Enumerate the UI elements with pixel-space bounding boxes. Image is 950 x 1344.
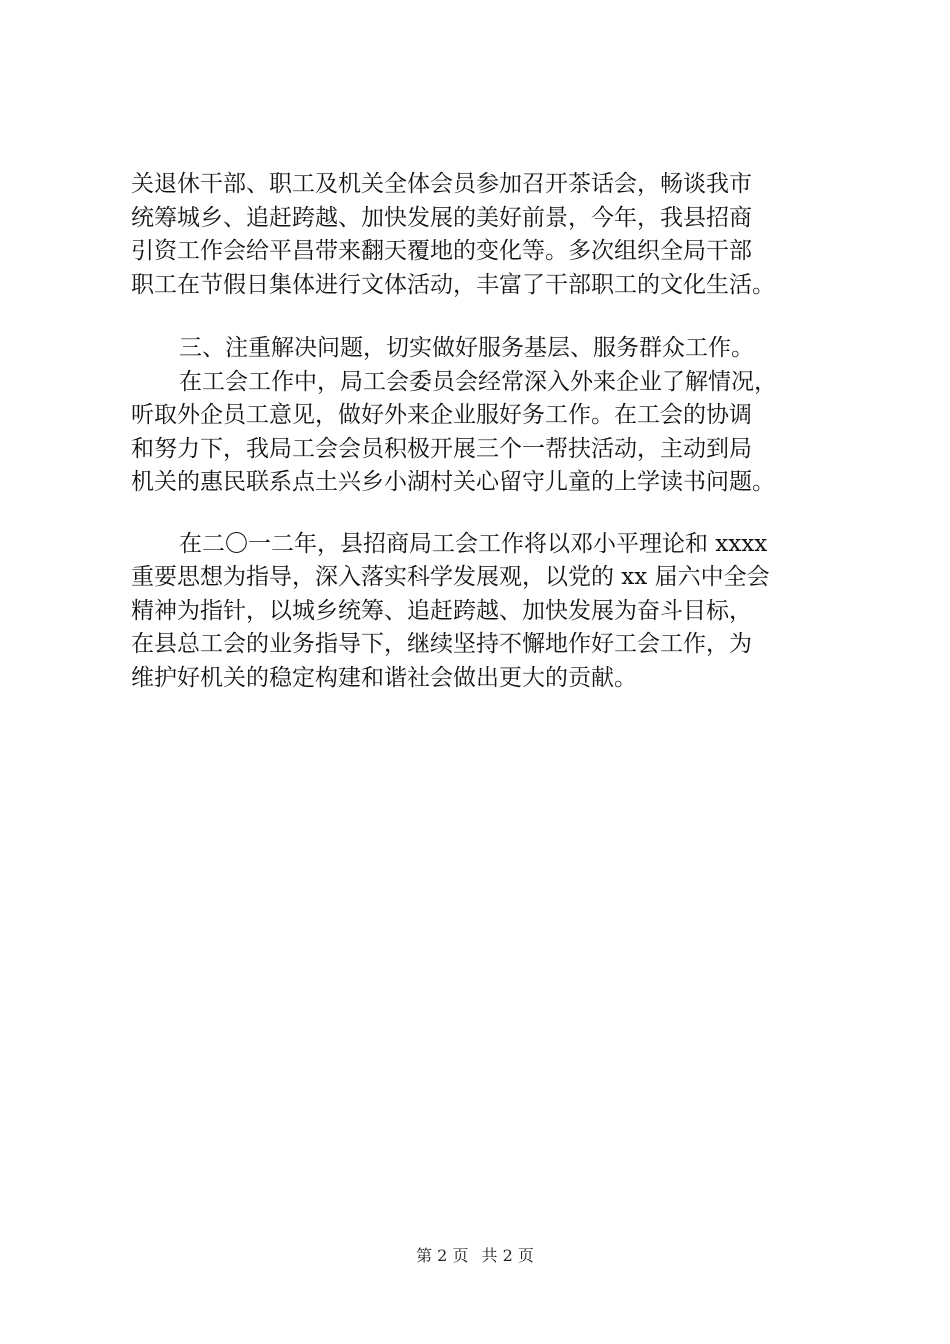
- text-line: 在县总工会的业务指导下，继续坚持不懈地作好工会工作，为: [131, 631, 752, 657]
- text-line: 职工在节假日集体进行文体活动，丰富了干部职工的文化生活。: [131, 271, 775, 298]
- paragraph-spacer: [131, 302, 831, 332]
- text-line: 关退休干部、职工及机关全体会员参加召开茶话会，畅谈我市: [131, 171, 752, 197]
- text-line: 在二〇一二年，县招商局工会工作将以邓小平理论和 xxxx: [179, 530, 768, 557]
- paragraph-spacer: [131, 500, 831, 528]
- section-heading-3: 三、注重解决问题，切实做好服务基层、服务群众工作。: [179, 335, 754, 361]
- text-line: 统筹城乡、追赶跨越、加快发展的美好前景，今年，我县招商: [131, 204, 752, 231]
- text-line: 在工会工作中，局工会委员会经常深入外来企业了解情况，: [179, 368, 777, 395]
- paragraph-activities: [131, 168, 831, 302]
- text-line: 和努力下，我局工会会员积极开展三个一帮扶活动，主动到局: [131, 435, 752, 462]
- page-footer: [0, 1243, 950, 1266]
- page-total: 共 2 页: [481, 1246, 534, 1265]
- text-line: 听取外企员工意见，做好外来企业服好务工作。在工会的协调: [131, 402, 752, 428]
- paragraph-service: [131, 366, 831, 500]
- text-line: 重要思想为指导，深入落实科学发展观，以党的 xx 届六中全会: [131, 564, 770, 590]
- text-line: 机关的惠民联系点土兴乡小湖村关心留守儿童的上学读书问题。: [131, 469, 775, 495]
- paragraph-outlook: [131, 528, 831, 696]
- text-line: 维护好机关的稳定构建和谐社会做出更大的贡献。: [131, 664, 637, 691]
- text-line: 精神为指针，以城乡统筹、追赶跨越、加快发展为奋斗目标，: [131, 597, 752, 624]
- text-line: 引资工作会给平昌带来翻天覆地的变化等。多次组织全局干部: [131, 238, 752, 264]
- document-body: [131, 168, 831, 695]
- page-number: 第 2 页: [416, 1246, 469, 1265]
